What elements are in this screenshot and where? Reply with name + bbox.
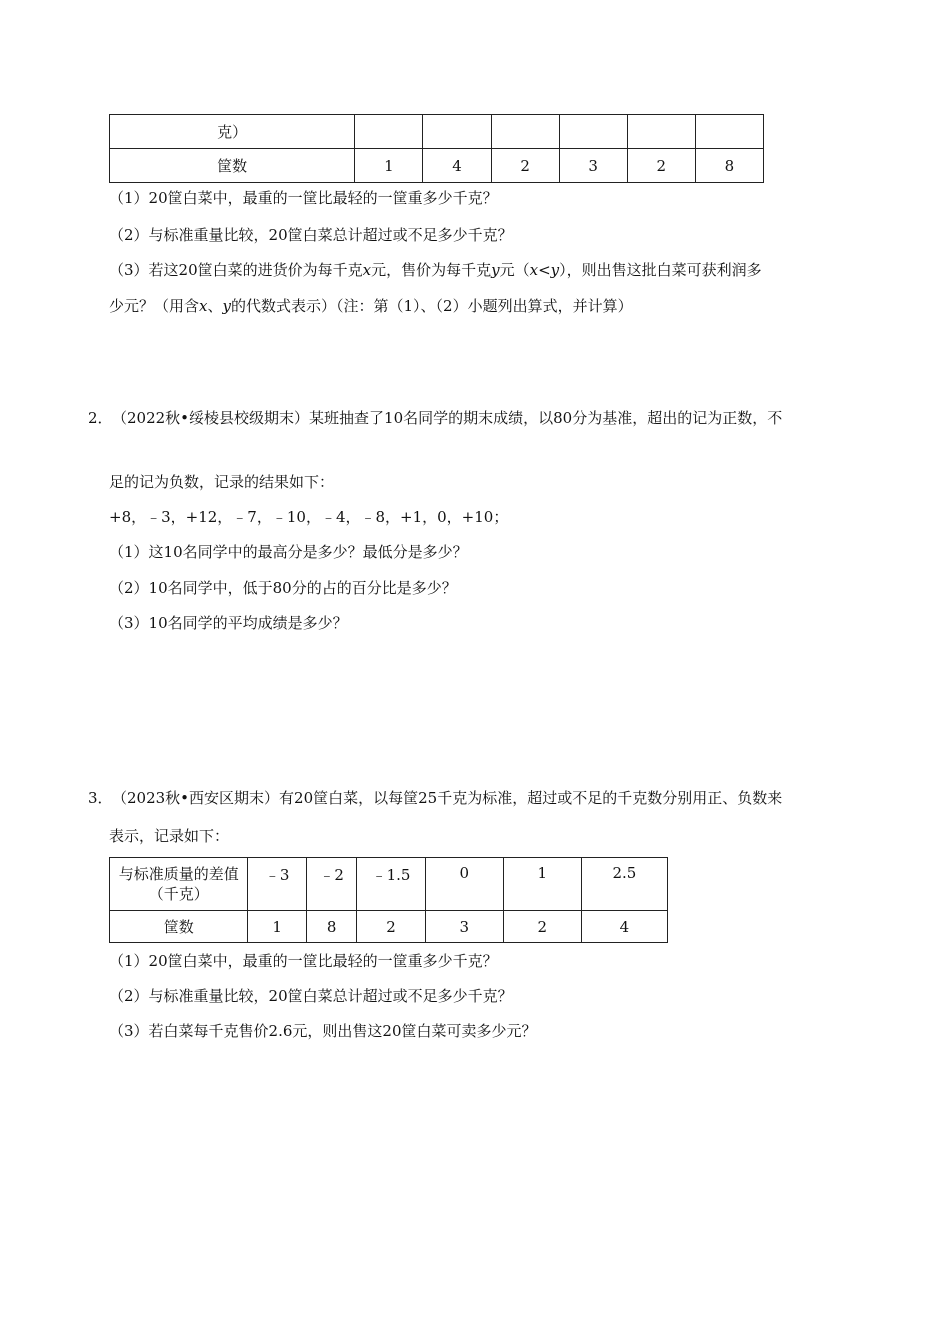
table-cell: ﹣3 bbox=[248, 858, 306, 911]
table-cell bbox=[491, 115, 559, 149]
table-header-cell: 筐数 bbox=[110, 911, 248, 943]
problem3-question-1: （1）20筐白菜中，最重的一筐比最轻的一筐重多少千克？ bbox=[109, 952, 498, 970]
table-cell: 4 bbox=[423, 149, 491, 183]
problem2-intro-continued: 足的记为负数，记录的结果如下： bbox=[109, 473, 335, 491]
inequality: x<y bbox=[529, 261, 560, 279]
problem3-question-2: （2）与标准重量比较，20筐白菜总计超过或不足多少千克？ bbox=[109, 987, 513, 1005]
table-cell: 0 bbox=[425, 858, 503, 911]
text-fragment: ），则出售这批白菜可获利润多 bbox=[559, 261, 762, 279]
table-cell: 8 bbox=[306, 911, 357, 943]
variable-x: x bbox=[199, 297, 208, 315]
table-cell: 4 bbox=[581, 911, 667, 943]
table-cell: 8 bbox=[695, 149, 763, 183]
problem3-table bbox=[109, 857, 668, 943]
problem2-question-3: （3）10名同学的平均成绩是多少？ bbox=[109, 614, 348, 632]
text-fragment: 、 bbox=[207, 297, 223, 315]
text-fragment: 的代数式表示）（注：第（1）、（2）小题列出算式，并计算） bbox=[230, 297, 633, 315]
table-cell: 2 bbox=[503, 911, 581, 943]
table-cell: 1 bbox=[248, 911, 306, 943]
table-cell bbox=[695, 115, 763, 149]
table-cell bbox=[559, 115, 627, 149]
table-header-cell: 克） bbox=[110, 115, 355, 149]
variable-y: y bbox=[222, 297, 231, 315]
problem2-number: 2． bbox=[88, 409, 113, 427]
problem3-intro-continued: 表示，记录如下： bbox=[109, 827, 230, 845]
table-cell: 1 bbox=[503, 858, 581, 911]
table-cell: 2 bbox=[627, 149, 695, 183]
table-header-cell bbox=[110, 858, 248, 911]
problem1-question-1: （1）20筐白菜中，最重的一筐比最轻的一筐重多少千克？ bbox=[109, 189, 498, 207]
problem1-table bbox=[109, 114, 764, 183]
table-header-cell: 筐数 bbox=[110, 149, 355, 183]
header-line: 与标准质量的差值 bbox=[118, 865, 239, 883]
table-cell bbox=[423, 115, 491, 149]
table-cell: 3 bbox=[425, 911, 503, 943]
table-cell: 1 bbox=[355, 149, 423, 183]
problem2-question-1: （1）这10名同学中的最高分是多少？最低分是多少？ bbox=[109, 543, 468, 561]
table-cell: 3 bbox=[559, 149, 627, 183]
table-cell: 2 bbox=[357, 911, 425, 943]
text-fragment: 少元？（用含 bbox=[109, 297, 200, 315]
problem1-question-3-continued bbox=[109, 296, 633, 316]
text-fragment: 元，售价为每千克 bbox=[371, 261, 492, 279]
text-fragment: 元（ bbox=[499, 261, 530, 279]
variable-x: x bbox=[362, 261, 372, 279]
table-cell bbox=[627, 115, 695, 149]
variable-y: y bbox=[491, 261, 500, 279]
table-cell bbox=[355, 115, 423, 149]
table-cell: 2.5 bbox=[581, 858, 667, 911]
problem1-question-3 bbox=[109, 260, 762, 280]
problem2-intro: （2022秋•绥棱县校级期末）某班抽查了10名同学的期末成绩，以80分为基准，超出的记为正数，不 bbox=[112, 409, 783, 427]
problem3-number: 3． bbox=[88, 789, 113, 807]
problem2-data: +8，﹣3，+12，﹣7，﹣10，﹣4，﹣8，+1，0，+10； bbox=[109, 508, 509, 526]
table-cell: ﹣2 bbox=[306, 858, 357, 911]
text-fragment: （3）若这20筐白菜的进货价为每千克 bbox=[109, 261, 363, 279]
problem3-question-3: （3）若白菜每千克售价2.6元，则出售这20筐白菜可卖多少元？ bbox=[109, 1022, 537, 1040]
problem2-question-2: （2）10名同学中，低于80分的占的百分比是多少？ bbox=[109, 579, 457, 597]
table-cell: 2 bbox=[491, 149, 559, 183]
table-cell: ﹣1.5 bbox=[357, 858, 425, 911]
problem1-question-2: （2）与标准重量比较，20筐白菜总计超过或不足多少千克？ bbox=[109, 226, 513, 244]
header-line: （千克） bbox=[148, 885, 209, 903]
problem3-intro: （2023秋•西安区期末）有20筐白菜，以每筐25千克为标准，超过或不足的千克数分别用正、负数来 bbox=[112, 789, 783, 807]
